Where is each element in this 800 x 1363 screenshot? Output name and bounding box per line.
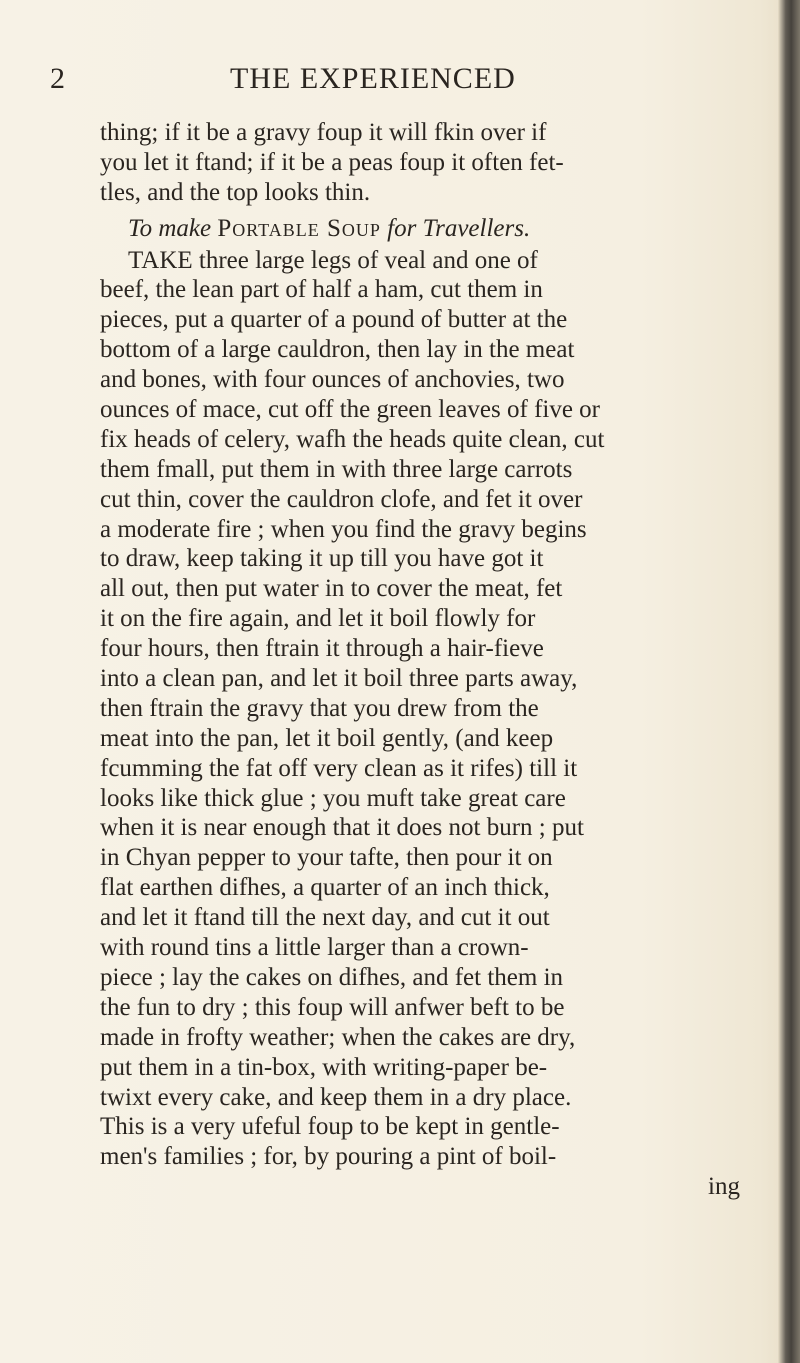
text-line: put them in a tin-box, with writing-paper be- (100, 1053, 548, 1081)
text-line: with round tins a little larger than a crown- (100, 934, 529, 962)
text-line: to draw, keep taking it up till you have got it (100, 545, 544, 573)
text-line: it on the fire again, and let it boil flowly for (100, 605, 536, 633)
text-line: bottom of a large cauldron, then lay in the meat (100, 336, 575, 364)
text-line: looks like thick glue ; you muft take great care (100, 784, 566, 812)
text-line: piece ; lay the cakes on difhes, and fet them in (100, 963, 564, 991)
text-line: them fmall, put them in with three large carrots (100, 455, 573, 483)
text-line: a moderate fire ; when you find the gravy begins (100, 515, 587, 543)
text-line: men's families ; for, by pouring a pint of boil- (100, 1143, 557, 1171)
text-line: pieces, put a quarter of a pound of butter at the (100, 306, 568, 334)
text-line: fix heads of celery, wafh the heads quite clean, cut (100, 425, 605, 453)
running-head: THE EXPERIENCED (230, 62, 516, 95)
text-line: when it is near enough that it does not burn ; put (100, 814, 584, 842)
text-line: fcumming the fat off very clean as it rifes) till it (100, 754, 578, 782)
text-line: made in frofty weather; when the cakes are dry, (100, 1023, 576, 1051)
text-line: flat earthen difhes, a quarter of an inch thick, (100, 874, 550, 902)
text-line: four hours, then ftrain it through a hair-fieve (100, 635, 544, 663)
text-line: into a clean pan, and let it boil three parts away, (100, 665, 578, 693)
text-line: This is a very ufeful foup to be kept in gentle- (100, 1113, 560, 1141)
catchword: ing (708, 1173, 740, 1201)
heading-prefix: To make (128, 214, 218, 242)
heading-suffix: for Travellers. (380, 214, 531, 242)
text-line: the fun to dry ; this foup will anfwer beft to be (100, 993, 565, 1021)
text-line: cut thin, cover the cauldron clofe, and fet it over (100, 485, 583, 513)
text-line: twixt every cake, and keep them in a dry place. (100, 1083, 572, 1111)
page-header (50, 62, 690, 102)
text-line: meat into the pan, let it boil gently, (and keep (100, 724, 554, 752)
text-line: you let it ftand; if it be a peas foup it often fet- (100, 148, 564, 176)
text-line: thing; if it be a gravy foup it will fkin over if (100, 119, 547, 146)
text-line: tles, and the top looks thin. (100, 178, 371, 206)
recipe-heading (100, 214, 790, 244)
text-line: TAKE three large legs of veal and one of (128, 246, 538, 274)
text-line: then ftrain the gravy that you drew from the (100, 694, 539, 722)
text-line: all out, then put water in to cover the meat, fet (100, 575, 563, 603)
page-number: 2 (50, 62, 65, 95)
text-line: and let it ftand till the next day, and cut it out (100, 904, 550, 932)
text-line: beef, the lean part of half a ham, cut them in (100, 276, 543, 304)
body-text (100, 118, 790, 1202)
heading-title: Portable Soup (217, 214, 381, 242)
text-line: and bones, with four ounces of anchovies, two (100, 366, 565, 394)
text-line: in Chyan pepper to your tafte, then pour it on (100, 844, 553, 872)
text-line: ounces of mace, cut off the green leaves of five or (100, 396, 601, 424)
